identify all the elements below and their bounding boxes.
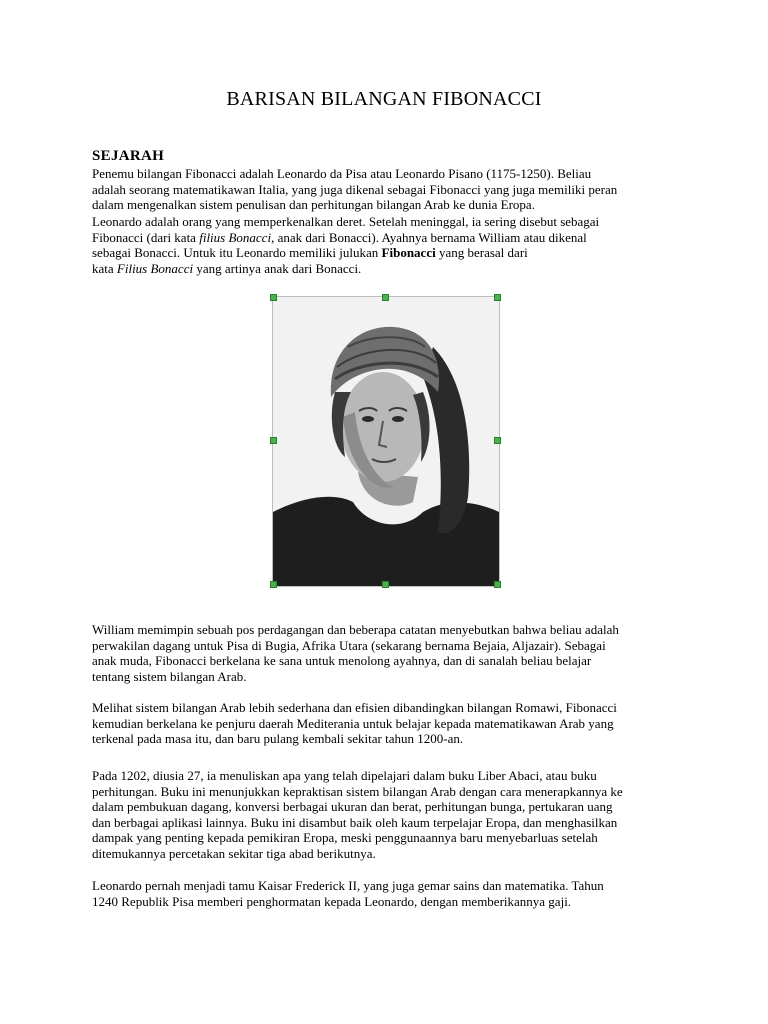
paragraph-line: dalam mengenalkan sistem penulisan dan perhitungan bilangan Arab ke dunia Eropa. xyxy=(92,197,535,212)
paragraph-line: Leonardo adalah orang yang memperkenalkan deret. Setelah meninggal, ia sering disebut sebagai xyxy=(92,214,600,229)
paragraph-4 xyxy=(92,700,692,747)
italic-term: filius Bonacci xyxy=(199,229,272,245)
paragraph-line: terkenal pada masa itu, dan baru pulang kembali sekitar tahun 1200-an. xyxy=(92,731,464,746)
portrait-engraving-icon xyxy=(273,297,499,586)
portrait-image[interactable] xyxy=(272,296,500,587)
resize-handle-top-left[interactable] xyxy=(270,294,277,301)
resize-handle-top[interactable] xyxy=(382,294,389,301)
paragraph-line: Leonardo pernah menjadi tamu Kaisar Frederick II, yang juga gemar sains dan matematika. Tahun xyxy=(92,878,604,893)
text-run: sebagai Bonacci. Untuk itu Leonardo memiliki julukan xyxy=(92,245,382,260)
paragraph-line xyxy=(92,245,692,261)
paragraph-line: dampak yang penting kepada pemikiran Eropa, meski penggunaannya baru menyebarluas setelah xyxy=(92,830,598,845)
resize-handle-top-right[interactable] xyxy=(494,294,501,301)
paragraph-line: Melihat sistem bilangan Arab lebih sederhana dan efisien dibandingkan bilangan Romawi, Fibonacci xyxy=(92,700,617,715)
section-heading: SEJARAH xyxy=(92,148,165,164)
document-title: BARISAN BILANGAN FIBONACCI xyxy=(226,88,542,110)
paragraph-line: tentang sistem bilangan Arab. xyxy=(92,668,247,684)
paragraph-6 xyxy=(92,878,692,909)
paragraph-line: Penemu bilangan Fibonacci adalah Leonardo da Pisa atau Leonardo Pisano (1175-1250). Beliau xyxy=(92,166,592,181)
text-run: , anak dari Bonacci). Ayahnya bernama William atau dikenal xyxy=(271,229,587,245)
paragraph-line xyxy=(92,230,692,246)
italic-term: Filius Bonacci xyxy=(116,260,194,276)
paragraph-line xyxy=(92,261,692,277)
resize-handle-bottom[interactable] xyxy=(382,581,389,588)
resize-handle-left[interactable] xyxy=(270,437,277,444)
paragraph-line: dalam pembukuan dagang, konversi berbagai ukuran dan berat, perhitungan bunga, pertukaran uang xyxy=(92,799,613,814)
paragraph-line: William memimpin sebuah pos perdagangan dan beberapa catatan menyebutkan bahwa beliau adalah xyxy=(92,622,619,637)
resize-handle-right[interactable] xyxy=(494,437,501,444)
paragraph-line: kemudian berkelana ke penjuru daerah Mediterania untuk belajar kepada matematikawan Arab yang xyxy=(92,715,614,731)
text-run: kata xyxy=(92,260,117,276)
paragraph-line: 1240 Republik Pisa memberi penghormatan kepada Leonardo, dengan memberikannya gaji. xyxy=(92,893,572,909)
paragraph-line: dan berbagai aplikasi lainnya. Buku ini disambut baik oleh kaum terpelajar Eropa, dan menghasilkan xyxy=(92,814,618,830)
paragraph-line: perwakilan dagang untuk Pisa di Bugia, Afrika Utara (sekarang bernama Bejaia, Aljazair). Sebagai xyxy=(92,637,606,653)
paragraph-2 xyxy=(92,214,692,276)
paragraph-1 xyxy=(92,166,692,213)
bold-term: Fibonacci xyxy=(381,245,436,260)
text-run: yang berasal dari xyxy=(435,245,528,260)
text-run: yang artinya anak dari Bonacci. xyxy=(193,260,362,276)
paragraph-line: perhitungan. Buku ini menunjukkan kepraktisan sistem bilangan Arab dengan cara menerapkannya ke xyxy=(92,783,623,799)
paragraph-5 xyxy=(92,768,692,861)
resize-handle-bottom-right[interactable] xyxy=(494,581,501,588)
paragraph-line: Pada 1202, diusia 27, ia menuliskan apa yang telah dipelajari dalam buku Liber Abaci, atau buku xyxy=(92,768,597,783)
paragraph-line: adalah seorang matematikawan Italia, yang juga dikenal sebagai Fibonacci yang juga memiliki peran xyxy=(92,181,618,197)
text-run: Fibonacci (dari kata xyxy=(92,229,200,245)
paragraph-line: anak muda, Fibonacci berkelana ke sana untuk menolong ayahnya, dan di sanalah beliau belajar xyxy=(92,653,592,668)
paragraph-line: ditemukannya percetakan sekitar tiga abad berikutnya. xyxy=(92,845,376,861)
resize-handle-bottom-left[interactable] xyxy=(270,581,277,588)
paragraph-3 xyxy=(92,622,692,684)
